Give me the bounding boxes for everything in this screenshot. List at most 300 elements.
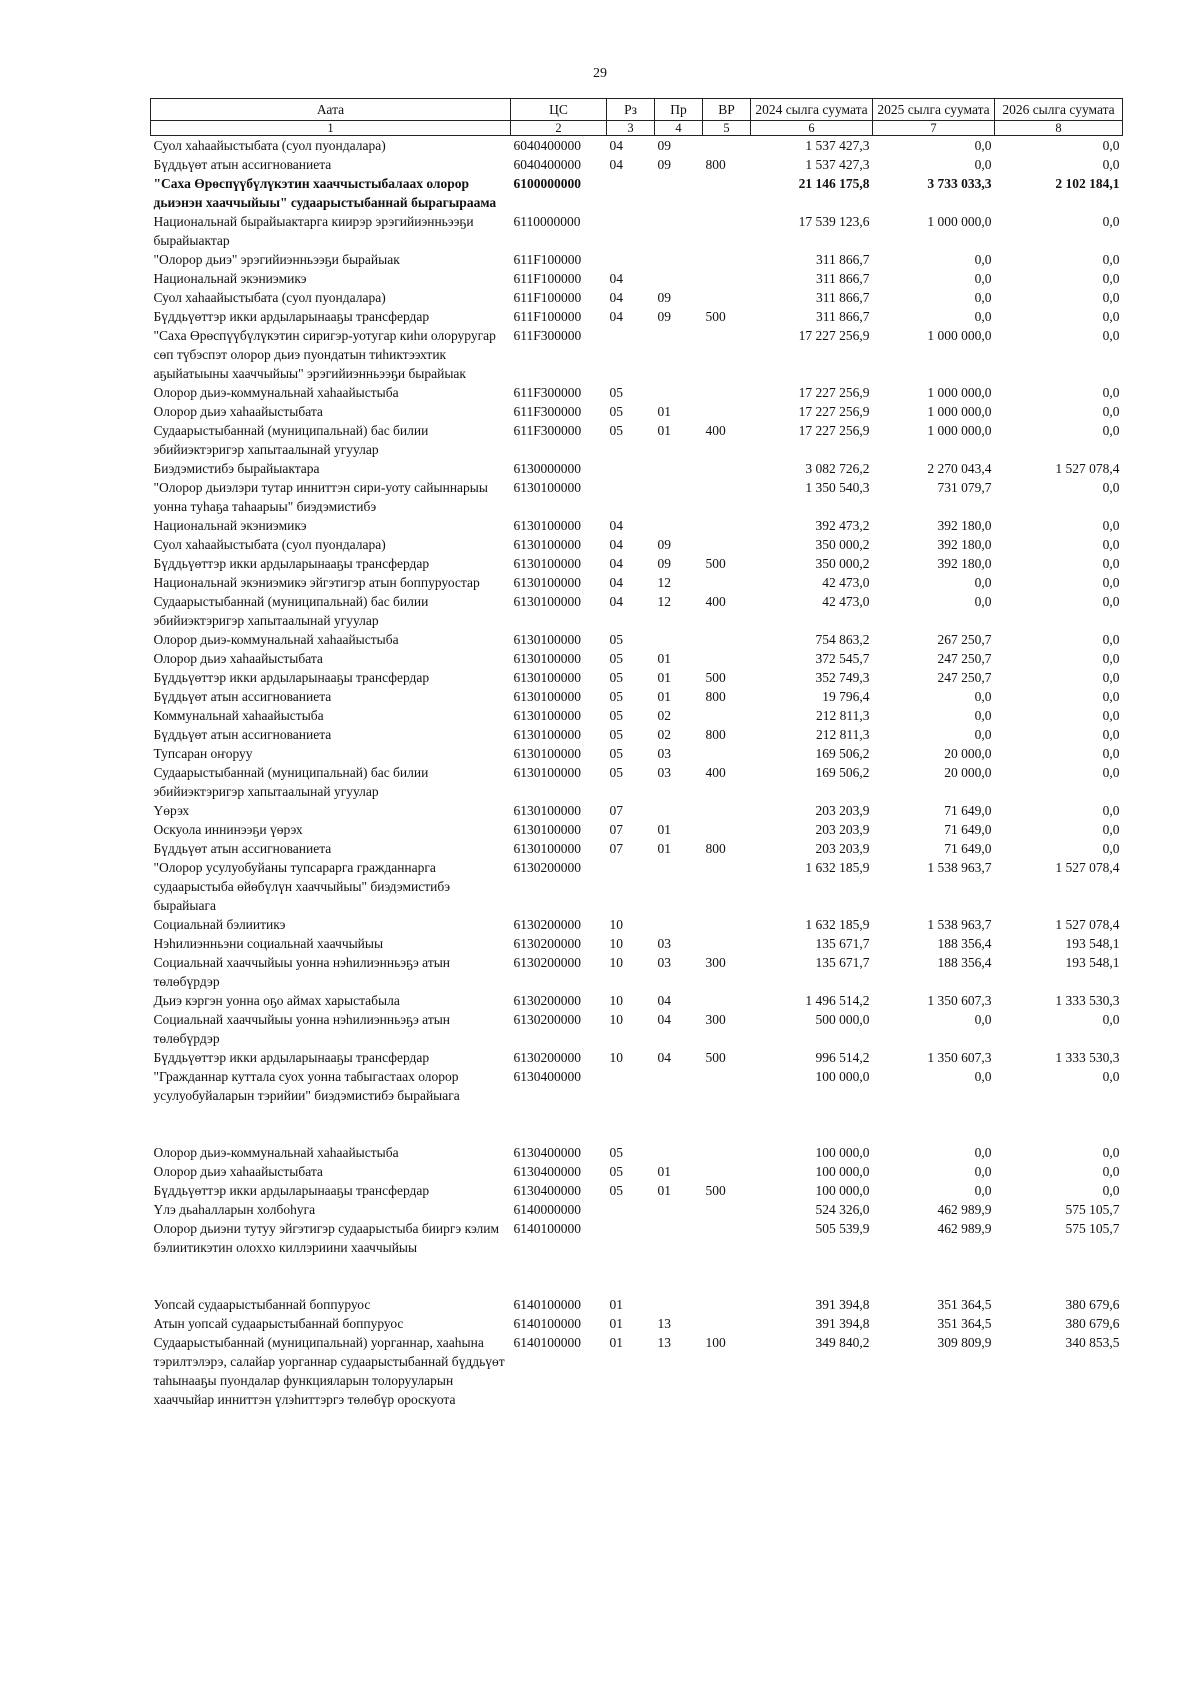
row-vr-code: 500 xyxy=(705,670,726,685)
row-amount-2026: 0,0 xyxy=(1102,594,1120,609)
row-rz-code xyxy=(607,478,655,516)
row-rz-code: 07 xyxy=(609,822,623,837)
row-amount-2024: 524 326,0 xyxy=(815,1202,870,1217)
row-pr-code: 04 xyxy=(657,1012,671,1027)
table-row xyxy=(151,763,1123,801)
row-spacer-cell xyxy=(151,1257,1123,1295)
row-amount-2026: 0,0 xyxy=(1102,632,1120,647)
row-amount-2024: 311 866,7 xyxy=(816,290,870,305)
row-vr-code xyxy=(703,706,751,725)
row-amount-2024: 1 537 427,3 xyxy=(805,138,870,153)
row-cs-code: 6130400000 xyxy=(513,1145,581,1160)
row-name: Атын уопсай судаарыстыбаннай боппуруос xyxy=(153,1316,404,1331)
row-cs-code: 6140000000 xyxy=(513,1202,581,1217)
row-vr-code: 400 xyxy=(705,594,726,609)
table-row xyxy=(151,934,1123,953)
row-cs-code: 611F300000 xyxy=(513,328,582,343)
row-rz-code: 04 xyxy=(609,138,623,153)
row-amount-2024: 391 394,8 xyxy=(815,1316,870,1331)
row-name: Олорор дьиэ хаһаайыстыбата xyxy=(153,1164,323,1179)
row-amount-2026: 0,0 xyxy=(1102,727,1120,742)
header-row xyxy=(151,99,1123,121)
row-rz-code: 04 xyxy=(609,271,623,286)
table-row xyxy=(151,1200,1123,1219)
row-name: Олорор дьиэ хаһаайыстыбата xyxy=(153,651,323,666)
row-vr-code: 500 xyxy=(705,309,726,324)
row-amount-2024: 100 000,0 xyxy=(815,1183,870,1198)
row-amount-2024: 3 082 726,2 xyxy=(805,461,870,476)
row-rz-code: 05 xyxy=(609,1145,623,1160)
row-name: Олорор дьиэ хаһаайыстыбата xyxy=(153,404,323,419)
table-row xyxy=(151,250,1123,269)
row-amount-2024: 352 749,3 xyxy=(815,670,870,685)
row-amount-2025: 20 000,0 xyxy=(944,765,992,780)
table-row xyxy=(151,155,1123,174)
table-row xyxy=(151,1333,1123,1409)
row-amount-2025: 1 350 607,3 xyxy=(927,1050,992,1065)
row-amount-2026: 0,0 xyxy=(1102,1183,1120,1198)
row-amount-2026: 0,0 xyxy=(1102,537,1120,552)
row-rz-code: 04 xyxy=(609,290,623,305)
row-rz-code xyxy=(607,1200,655,1219)
row-cs-code: 6130100000 xyxy=(513,632,581,647)
row-amount-2026: 0,0 xyxy=(1102,746,1120,761)
row-amount-2026: 0,0 xyxy=(1102,1145,1120,1160)
row-cs-code: 6100000000 xyxy=(513,176,581,191)
row-name: Олорор дьиэ-коммунальнай хаһаайыстыба xyxy=(153,1145,399,1160)
row-amount-2024: 1 632 185,9 xyxy=(805,860,870,875)
row-name: "Олорор усулуобуйаны тупсарарга гражданнарга судаарыстыба өйөбүлүн хааччыйыы" биэдэмистибэ бырайыага xyxy=(153,860,451,913)
row-pr-code xyxy=(655,174,703,212)
row-amount-2026: 0,0 xyxy=(1102,214,1120,229)
row-vr-code xyxy=(703,1067,751,1105)
row-name: Бүддьүөттэр икки ардыларынааҕы трансфердар xyxy=(153,1183,430,1198)
row-amount-2025: 0,0 xyxy=(974,727,992,742)
row-amount-2025: 247 250,7 xyxy=(937,670,992,685)
row-rz-code: 05 xyxy=(609,404,623,419)
row-cs-code: 6130200000 xyxy=(513,993,581,1008)
row-pr-code xyxy=(655,1200,703,1219)
table-row xyxy=(151,1067,1123,1105)
row-pr-code: 01 xyxy=(657,841,671,856)
row-cs-code: 6130200000 xyxy=(513,917,581,932)
row-amount-2024: 996 514,2 xyxy=(815,1050,870,1065)
row-amount-2026: 0,0 xyxy=(1102,689,1120,704)
row-amount-2024: 500 000,0 xyxy=(815,1012,870,1027)
row-amount-2024: 391 394,8 xyxy=(815,1297,870,1312)
row-amount-2026: 0,0 xyxy=(1102,157,1120,172)
row-rz-code: 05 xyxy=(609,708,623,723)
row-amount-2024: 392 473,2 xyxy=(815,518,870,533)
table-row xyxy=(151,573,1123,592)
table-row xyxy=(151,478,1123,516)
row-pr-code: 09 xyxy=(657,309,671,324)
table-row xyxy=(151,1143,1123,1162)
row-name: Уопсай судаарыстыбаннай боппуруос xyxy=(153,1297,371,1312)
row-amount-2024: 42 473,0 xyxy=(822,594,870,609)
row-amount-2024: 754 863,2 xyxy=(815,632,870,647)
row-amount-2026: 0,0 xyxy=(1102,670,1120,685)
row-cs-code: 6130100000 xyxy=(513,556,581,571)
row-amount-2025: 0,0 xyxy=(974,594,992,609)
table-row xyxy=(151,953,1123,991)
row-vr-code xyxy=(703,630,751,649)
row-amount-2026: 0,0 xyxy=(1102,841,1120,856)
row-vr-code: 800 xyxy=(705,841,726,856)
row-vr-code xyxy=(703,1295,751,1314)
row-amount-2025: 0,0 xyxy=(974,575,992,590)
row-cs-code: 6140100000 xyxy=(513,1316,581,1331)
row-rz-code xyxy=(607,459,655,478)
row-amount-2024: 135 671,7 xyxy=(815,936,870,951)
row-amount-2024: 17 227 256,9 xyxy=(798,385,870,400)
row-rz-code xyxy=(607,1067,655,1105)
row-cs-code: 611F100000 xyxy=(513,252,582,267)
row-amount-2025: 71 649,0 xyxy=(944,822,992,837)
row-name: Үөрэх xyxy=(153,803,190,818)
row-vr-code xyxy=(703,858,751,915)
table-row xyxy=(151,630,1123,649)
row-amount-2025: 71 649,0 xyxy=(944,803,992,818)
row-cs-code: 6130100000 xyxy=(513,765,581,780)
column-number: 8 xyxy=(995,121,1123,136)
row-name: Судаарыстыбаннай (муниципальнай) бас билии эбийиэктэригэр хапытаалынай угуулар xyxy=(153,765,429,799)
row-name: Бүддьүөт атын ассигнованиета xyxy=(153,689,332,704)
header-cs: ЦС xyxy=(511,99,607,121)
row-amount-2026: 193 548,1 xyxy=(1065,955,1120,970)
row-name: Бүддьүөттэр икки ардыларынааҕы трансфердар xyxy=(153,309,430,324)
row-cs-code: 6130100000 xyxy=(513,651,581,666)
row-name: Олорор дьиэ-коммунальнай хаһаайыстыба xyxy=(153,632,399,647)
row-amount-2024: 349 840,2 xyxy=(815,1335,870,1350)
row-rz-code: 05 xyxy=(609,746,623,761)
row-cs-code: 6130400000 xyxy=(513,1183,581,1198)
row-pr-code xyxy=(655,459,703,478)
row-vr-code xyxy=(703,136,751,156)
row-amount-2024: 17 227 256,9 xyxy=(798,404,870,419)
row-amount-2024: 100 000,0 xyxy=(815,1145,870,1160)
row-amount-2026: 0,0 xyxy=(1102,1012,1120,1027)
table-row xyxy=(151,326,1123,383)
row-amount-2025: 1 538 963,7 xyxy=(927,917,992,932)
row-amount-2025: 0,0 xyxy=(974,1164,992,1179)
row-cs-code: 611F100000 xyxy=(513,290,582,305)
row-cs-code: 6040400000 xyxy=(513,157,581,172)
row-name: "Олорор дьиэлэри тутар инниттэн сири-уоту сайыннарыы уонна туһаҕа таһаарыы" биэдэмистибэ xyxy=(153,480,488,514)
row-cs-code: 6140100000 xyxy=(513,1335,581,1350)
row-amount-2024: 1 350 540,3 xyxy=(805,480,870,495)
row-amount-2025: 0,0 xyxy=(974,689,992,704)
row-vr-code: 500 xyxy=(705,1183,726,1198)
row-amount-2025: 731 079,7 xyxy=(937,480,992,495)
row-amount-2025: 462 989,9 xyxy=(937,1202,992,1217)
row-name: Бүддьүөт атын ассигнованиета xyxy=(153,157,332,172)
row-amount-2025: 1 000 000,0 xyxy=(927,385,992,400)
row-cs-code: 6130100000 xyxy=(513,727,581,742)
header-rz: Рз xyxy=(607,99,655,121)
row-vr-code xyxy=(703,1143,751,1162)
row-vr-code xyxy=(703,573,751,592)
column-number: 3 xyxy=(607,121,655,136)
row-pr-code: 01 xyxy=(657,1183,671,1198)
row-name: Олорор дьиэни тутуу эйгэтигэр судаарыстыба бииргэ кэлим бэлиитикэтин олоххо киллэриини хааччыйыы xyxy=(153,1221,500,1255)
row-rz-code: 04 xyxy=(609,556,623,571)
row-name: Бүддьүөт атын ассигнованиета xyxy=(153,841,332,856)
row-amount-2024: 169 506,2 xyxy=(815,746,870,761)
row-amount-2025: 392 180,0 xyxy=(937,556,992,571)
row-vr-code xyxy=(703,174,751,212)
row-pr-code xyxy=(655,478,703,516)
row-cs-code: 6130100000 xyxy=(513,803,581,818)
row-vr-code xyxy=(703,402,751,421)
row-pr-code xyxy=(655,858,703,915)
row-amount-2025: 1 350 607,3 xyxy=(927,993,992,1008)
row-rz-code xyxy=(607,174,655,212)
row-name: Нэһилиэнньэни социальнай хааччыйыы xyxy=(153,936,384,951)
row-amount-2025: 20 000,0 xyxy=(944,746,992,761)
row-amount-2026: 0,0 xyxy=(1102,309,1120,324)
row-amount-2026: 575 105,7 xyxy=(1065,1202,1120,1217)
table-row xyxy=(151,1219,1123,1257)
row-amount-2025: 1 000 000,0 xyxy=(927,328,992,343)
row-amount-2024: 1 496 514,2 xyxy=(805,993,870,1008)
table-row xyxy=(151,1314,1123,1333)
row-pr-code: 04 xyxy=(657,1050,671,1065)
row-rz-code: 05 xyxy=(609,689,623,704)
row-amount-2026: 0,0 xyxy=(1102,575,1120,590)
table-row xyxy=(151,535,1123,554)
table-row xyxy=(151,136,1123,156)
row-amount-2026: 0,0 xyxy=(1102,803,1120,818)
table-row xyxy=(151,687,1123,706)
row-pr-code: 09 xyxy=(657,157,671,172)
row-vr-code: 400 xyxy=(705,765,726,780)
row-name: Суол хаһаайыстыбата (суол пуондалара) xyxy=(153,138,386,153)
row-cs-code: 611F300000 xyxy=(513,423,582,438)
row-pr-code: 01 xyxy=(657,423,671,438)
row-pr-code xyxy=(655,326,703,383)
row-amount-2025: 188 356,4 xyxy=(937,936,992,951)
row-amount-2026: 0,0 xyxy=(1102,290,1120,305)
table-row xyxy=(151,212,1123,250)
row-pr-code xyxy=(655,801,703,820)
row-name: Социальнай хааччыйыы уонна нэһилиэнньэҕэ атын төлөбүрдэр xyxy=(153,1012,451,1046)
row-amount-2024: 1 537 427,3 xyxy=(805,157,870,172)
row-vr-code xyxy=(703,820,751,839)
row-rz-code: 05 xyxy=(609,727,623,742)
row-rz-code xyxy=(607,326,655,383)
row-name: Судаарыстыбаннай (муниципальнай) бас билии эбийиэктэригэр хапытаалынай угуулар xyxy=(153,594,429,628)
row-pr-code xyxy=(655,1143,703,1162)
table-row xyxy=(151,1010,1123,1048)
row-amount-2026: 0,0 xyxy=(1102,423,1120,438)
row-cs-code: 6130100000 xyxy=(513,841,581,856)
row-cs-code: 6130100000 xyxy=(513,518,581,533)
header-pr: Пр xyxy=(655,99,703,121)
row-amount-2025: 0,0 xyxy=(974,138,992,153)
row-pr-code: 04 xyxy=(657,993,671,1008)
row-vr-code: 800 xyxy=(705,157,726,172)
row-pr-code: 12 xyxy=(657,575,671,590)
row-rz-code: 01 xyxy=(609,1335,623,1350)
row-rz-code: 04 xyxy=(609,157,623,172)
row-pr-code xyxy=(655,630,703,649)
row-pr-code xyxy=(655,1219,703,1257)
row-pr-code xyxy=(655,1067,703,1105)
row-rz-code: 01 xyxy=(609,1316,623,1331)
row-cs-code: 6130100000 xyxy=(513,594,581,609)
row-amount-2025: 0,0 xyxy=(974,1012,992,1027)
row-amount-2026: 575 105,7 xyxy=(1065,1221,1120,1236)
row-rz-code: 10 xyxy=(609,1012,623,1027)
row-vr-code xyxy=(703,649,751,668)
row-amount-2026: 193 548,1 xyxy=(1065,936,1120,951)
row-amount-2026: 0,0 xyxy=(1102,556,1120,571)
row-name: Национальнай экэниэмикэ эйгэтигэр атын боппуруостар xyxy=(153,575,480,590)
row-amount-2024: 212 811,3 xyxy=(816,708,870,723)
row-cs-code: 6130000000 xyxy=(513,461,581,476)
row-cs-code: 6130100000 xyxy=(513,689,581,704)
row-amount-2025: 1 000 000,0 xyxy=(927,214,992,229)
row-amount-2025: 188 356,4 xyxy=(937,955,992,970)
row-name: Суол хаһаайыстыбата (суол пуондалара) xyxy=(153,290,386,305)
row-vr-code xyxy=(703,516,751,535)
row-vr-code: 400 xyxy=(705,423,726,438)
row-amount-2025: 0,0 xyxy=(974,708,992,723)
row-amount-2026: 1 527 078,4 xyxy=(1055,860,1120,875)
row-vr-code xyxy=(703,250,751,269)
row-amount-2024: 169 506,2 xyxy=(815,765,870,780)
table-row xyxy=(151,269,1123,288)
row-amount-2026: 0,0 xyxy=(1102,1069,1120,1084)
row-amount-2025: 0,0 xyxy=(974,1069,992,1084)
row-pr-code: 01 xyxy=(657,651,671,666)
row-cs-code: 6130200000 xyxy=(513,1050,581,1065)
table-row xyxy=(151,383,1123,402)
row-amount-2026: 0,0 xyxy=(1102,1164,1120,1179)
row-amount-2026: 0,0 xyxy=(1102,480,1120,495)
row-amount-2025: 0,0 xyxy=(974,157,992,172)
row-amount-2026: 0,0 xyxy=(1102,328,1120,343)
row-rz-code: 05 xyxy=(609,1183,623,1198)
column-number: 2 xyxy=(511,121,607,136)
row-pr-code: 02 xyxy=(657,727,671,742)
row-rz-code xyxy=(607,858,655,915)
table-row xyxy=(151,307,1123,326)
row-name: Биэдэмистибэ бырайыактара xyxy=(153,461,320,476)
table-row xyxy=(151,516,1123,535)
row-vr-code xyxy=(703,383,751,402)
column-number: 5 xyxy=(703,121,751,136)
row-name: Судаарыстыбаннай (муниципальнай) уорганнар, хааһына тэрилтэлэрэ, салайар уорганнар судаарыстыбаннай бүддьүөт таһынааҕы пуондалар функцияларын толорууларын хааччыйар инниттэн үлэһиттэргэ төлөбүр ороскуота xyxy=(153,1335,505,1407)
table-row xyxy=(151,592,1123,630)
table-row xyxy=(151,668,1123,687)
row-spacer-cell xyxy=(151,1105,1123,1143)
row-pr-code: 09 xyxy=(657,556,671,571)
row-amount-2026: 1 527 078,4 xyxy=(1055,917,1120,932)
table-row xyxy=(151,915,1123,934)
row-amount-2024: 17 227 256,9 xyxy=(798,423,870,438)
row-amount-2025: 0,0 xyxy=(974,1145,992,1160)
table-row xyxy=(151,1048,1123,1067)
row-name: Оскуола иннинээҕи үөрэх xyxy=(153,822,303,837)
row-pr-code: 09 xyxy=(657,537,671,552)
row-cs-code: 6130100000 xyxy=(513,746,581,761)
row-cs-code: 6040400000 xyxy=(513,138,581,153)
row-amount-2025: 309 809,9 xyxy=(937,1335,992,1350)
budget-table xyxy=(150,98,1123,1409)
table-body xyxy=(151,136,1123,1410)
row-name: Дьиэ кэргэн уонна оҕо аймах харыстабыла xyxy=(153,993,400,1008)
row-amount-2024: 21 146 175,8 xyxy=(798,176,870,191)
row-name: Национальнай экэниэмикэ xyxy=(153,271,307,286)
row-amount-2024: 311 866,7 xyxy=(816,309,870,324)
row-cs-code: 6130100000 xyxy=(513,822,581,837)
column-number: 1 xyxy=(151,121,511,136)
table-row xyxy=(151,744,1123,763)
row-amount-2024: 311 866,7 xyxy=(816,271,870,286)
row-pr-code: 01 xyxy=(657,822,671,837)
row-name: Национальнай бырайыактарга киирэр эрэгийиэнньээҕи бырайыактар xyxy=(153,214,474,248)
row-amount-2026: 0,0 xyxy=(1102,385,1120,400)
row-vr-code xyxy=(703,535,751,554)
row-pr-code: 12 xyxy=(657,594,671,609)
row-amount-2024: 17 227 256,9 xyxy=(798,328,870,343)
row-amount-2025: 1 000 000,0 xyxy=(927,423,992,438)
row-vr-code xyxy=(703,1219,751,1257)
row-vr-code xyxy=(703,212,751,250)
row-vr-code: 500 xyxy=(705,556,726,571)
row-amount-2025: 351 364,5 xyxy=(937,1316,992,1331)
row-amount-2024: 17 539 123,6 xyxy=(798,214,870,229)
table-row xyxy=(151,174,1123,212)
row-pr-code: 01 xyxy=(657,670,671,685)
row-vr-code: 800 xyxy=(705,689,726,704)
row-rz-code: 10 xyxy=(609,955,623,970)
header-2024: 2024 сылга суумата xyxy=(751,99,873,121)
row-amount-2024: 100 000,0 xyxy=(815,1069,870,1084)
row-amount-2026: 0,0 xyxy=(1102,404,1120,419)
row-amount-2024: 1 632 185,9 xyxy=(805,917,870,932)
row-amount-2026: 0,0 xyxy=(1102,822,1120,837)
row-cs-code: 611F300000 xyxy=(513,404,582,419)
row-amount-2026: 0,0 xyxy=(1102,651,1120,666)
row-cs-code: 6140100000 xyxy=(513,1297,581,1312)
row-cs-code: 6130200000 xyxy=(513,1012,581,1027)
row-vr-code xyxy=(703,1314,751,1333)
row-rz-code: 10 xyxy=(609,936,623,951)
row-pr-code: 03 xyxy=(657,746,671,761)
row-name: Олорор дьиэ-коммунальнай хаһаайыстыба xyxy=(153,385,399,400)
row-rz-code: 04 xyxy=(609,594,623,609)
header-2025: 2025 сылга суумата xyxy=(873,99,995,121)
row-pr-code: 02 xyxy=(657,708,671,723)
row-rz-code: 05 xyxy=(609,651,623,666)
row-rz-code: 05 xyxy=(609,632,623,647)
row-cs-code: 6130200000 xyxy=(513,860,581,875)
row-vr-code: 100 xyxy=(705,1335,726,1350)
table-row xyxy=(151,421,1123,459)
row-amount-2025: 0,0 xyxy=(974,309,992,324)
table-row xyxy=(151,402,1123,421)
row-name: "Олорор дьиэ" эрэгийиэнньээҕи бырайыак xyxy=(153,252,400,267)
row-vr-code: 300 xyxy=(705,955,726,970)
row-amount-2024: 135 671,7 xyxy=(815,955,870,970)
row-cs-code: 611F300000 xyxy=(513,385,582,400)
row-amount-2024: 19 796,4 xyxy=(822,689,870,704)
row-cs-code: 6110000000 xyxy=(513,214,581,229)
table-row xyxy=(151,288,1123,307)
